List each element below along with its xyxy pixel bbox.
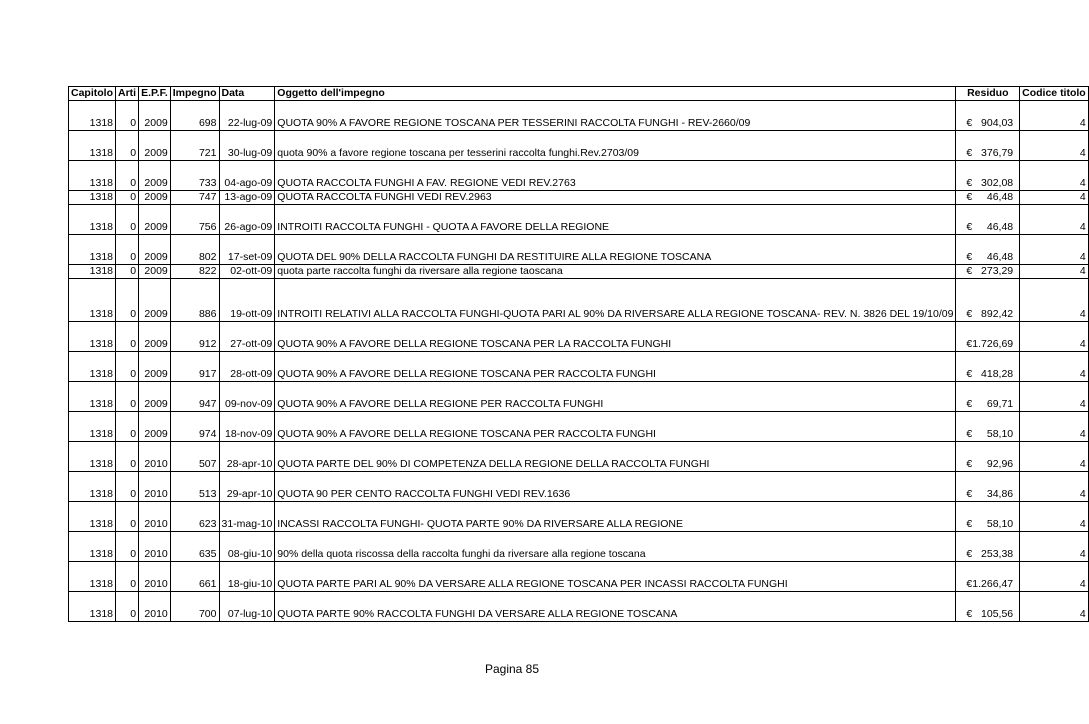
cell-codice-titolo: 4 (1020, 265, 1089, 279)
cell-epf: 2009 (139, 382, 171, 412)
cell-articolo: 0 (116, 101, 139, 131)
cell-articolo: 0 (116, 161, 139, 191)
table-row (69, 382, 1089, 412)
header-oggetto: Oggetto dell'impegno (275, 87, 956, 101)
cell-capitolo: 1318 (69, 265, 116, 279)
cell-capitolo: 1318 (69, 235, 116, 265)
euro-sign: € (966, 177, 973, 189)
cell-epf: 2009 (139, 279, 171, 322)
cell-data: 02-ott-09 (219, 265, 275, 279)
cell-data: 04-ago-09 (219, 161, 275, 191)
cell-residuo (956, 279, 1020, 322)
cell-oggetto: QUOTA RACCOLTA FUNGHI VEDI REV.2963 (275, 191, 956, 205)
cell-impegno: 661 (170, 562, 219, 592)
table-row (69, 412, 1089, 442)
cell-oggetto: INTROITI RACCOLTA FUNGHI - QUOTA A FAVORE DELLA REGIONE (275, 205, 956, 235)
cell-oggetto: QUOTA 90% A FAVORE REGIONE TOSCANA PER TESSERINI RACCOLTA FUNGHI - REV-2660/09 (275, 101, 956, 131)
cell-impegno: 756 (170, 205, 219, 235)
cell-codice-titolo: 4 (1020, 502, 1089, 532)
cell-oggetto: QUOTA DEL 90% DELLA RACCOLTA FUNGHI DA RESTITUIRE ALLA REGIONE TOSCANA (275, 235, 956, 265)
cell-capitolo: 1318 (69, 352, 116, 382)
cell-articolo: 0 (116, 131, 139, 161)
cell-epf: 2009 (139, 265, 171, 279)
cell-data: 18-giu-10 (219, 562, 275, 592)
cell-epf: 2010 (139, 562, 171, 592)
euro-sign: € (966, 117, 973, 129)
cell-oggetto: 90% della quota riscossa della raccolta funghi da riversare alla regione toscana (275, 532, 956, 562)
euro-sign: € (966, 308, 973, 320)
cell-epf: 2010 (139, 592, 171, 622)
cell-data: 18-nov-09 (219, 412, 275, 442)
cell-codice-titolo: 4 (1020, 191, 1089, 205)
cell-impegno: 822 (170, 265, 219, 279)
cell-articolo: 0 (116, 592, 139, 622)
cell-codice-titolo: 4 (1020, 592, 1089, 622)
residuo-value: 892,42 (981, 308, 1014, 320)
cell-residuo (956, 592, 1020, 622)
cell-articolo: 0 (116, 322, 139, 352)
cell-epf: 2010 (139, 502, 171, 532)
cell-data: 29-apr-10 (219, 472, 275, 502)
header-residuo: Residuo (956, 87, 1020, 101)
cell-oggetto: quota 90% a favore regione toscana per tesserini raccolta funghi.Rev.2703/09 (275, 131, 956, 161)
residuo-value: 302,08 (981, 177, 1014, 189)
cell-codice-titolo: 4 (1020, 101, 1089, 131)
cell-articolo: 0 (116, 279, 139, 322)
cell-impegno: 700 (170, 592, 219, 622)
cell-data: 31-mag-10 (219, 502, 275, 532)
cell-residuo (956, 265, 1020, 279)
table-row (69, 235, 1089, 265)
header-data: Data (219, 87, 275, 101)
cell-codice-titolo: 4 (1020, 562, 1089, 592)
header-codice-titolo: Codice titolo (1020, 87, 1089, 101)
euro-sign: € (966, 251, 973, 263)
table-row (69, 131, 1089, 161)
cell-capitolo: 1318 (69, 382, 116, 412)
cell-data: 27-ott-09 (219, 322, 275, 352)
table-row (69, 502, 1089, 532)
cell-impegno: 635 (170, 532, 219, 562)
residuo-value: 46,48 (986, 251, 1014, 263)
cell-capitolo: 1318 (69, 442, 116, 472)
cell-impegno: 747 (170, 191, 219, 205)
table-row (69, 101, 1089, 131)
cell-capitolo: 1318 (69, 161, 116, 191)
residuo-value: 58,10 (986, 518, 1014, 530)
cell-epf: 2009 (139, 235, 171, 265)
cell-data: 28-apr-10 (219, 442, 275, 472)
cell-codice-titolo: 4 (1020, 382, 1089, 412)
cell-epf: 2009 (139, 191, 171, 205)
residuo-value: 58,10 (986, 428, 1014, 440)
cell-oggetto: QUOTA 90% A FAVORE DELLA REGIONE TOSCANA PER RACCOLTA FUNGHI (275, 352, 956, 382)
residuo-value: 69,71 (986, 398, 1014, 410)
cell-residuo (956, 205, 1020, 235)
table-row (69, 322, 1089, 352)
cell-residuo (956, 101, 1020, 131)
cell-articolo: 0 (116, 191, 139, 205)
euro-sign: € (966, 608, 973, 620)
table-row (69, 265, 1089, 279)
cell-impegno: 507 (170, 442, 219, 472)
cell-impegno: 513 (170, 472, 219, 502)
cell-residuo (956, 131, 1020, 161)
cell-residuo (956, 442, 1020, 472)
cell-oggetto: QUOTA 90% A FAVORE DELLA REGIONE PER RACCOLTA FUNGHI (275, 382, 956, 412)
table-row (69, 352, 1089, 382)
cell-impegno: 886 (170, 279, 219, 322)
cell-residuo (956, 472, 1020, 502)
cell-epf: 2009 (139, 101, 171, 131)
cell-impegno: 974 (170, 412, 219, 442)
cell-oggetto: QUOTA PARTE 90% RACCOLTA FUNGHI DA VERSARE ALLA REGIONE TOSCANA (275, 592, 956, 622)
header-epf: E.P.F. (139, 87, 171, 101)
residuo-value: 273,29 (981, 265, 1014, 277)
cell-impegno: 912 (170, 322, 219, 352)
euro-sign: € (966, 548, 973, 560)
euro-sign: € (966, 428, 973, 440)
cell-data: 26-ago-09 (219, 205, 275, 235)
cell-impegno: 698 (170, 101, 219, 131)
cell-epf: 2010 (139, 532, 171, 562)
cell-codice-titolo: 4 (1020, 472, 1089, 502)
page-number: Pagina 85 (484, 662, 540, 676)
residuo-value: 904,03 (981, 117, 1014, 129)
cell-oggetto: INTROITI RELATIVI ALLA RACCOLTA FUNGHI-QUOTA PARI AL 90% DA RIVERSARE ALLA REGIONE TOSCANA- REV. N. 3826 DEL 19/10/09 (275, 279, 956, 322)
cell-epf: 2010 (139, 472, 171, 502)
cell-codice-titolo: 4 (1020, 205, 1089, 235)
euro-sign: € (966, 338, 973, 350)
cell-articolo: 0 (116, 472, 139, 502)
cell-capitolo: 1318 (69, 532, 116, 562)
cell-residuo (956, 382, 1020, 412)
cell-oggetto: QUOTA 90% A FAVORE DELLA REGIONE TOSCANA PER RACCOLTA FUNGHI (275, 412, 956, 442)
cell-data: 28-ott-09 (219, 352, 275, 382)
impegni-table (68, 86, 1089, 622)
cell-codice-titolo: 4 (1020, 131, 1089, 161)
cell-articolo: 0 (116, 352, 139, 382)
residuo-value: 1.266,47 (972, 578, 1014, 590)
table-row (69, 472, 1089, 502)
cell-codice-titolo: 4 (1020, 322, 1089, 352)
cell-residuo (956, 502, 1020, 532)
cell-articolo: 0 (116, 382, 139, 412)
cell-capitolo: 1318 (69, 472, 116, 502)
cell-residuo (956, 562, 1020, 592)
table-row (69, 532, 1089, 562)
cell-articolo: 0 (116, 502, 139, 532)
cell-oggetto: QUOTA 90 PER CENTO RACCOLTA FUNGHI VEDI REV.1636 (275, 472, 956, 502)
cell-epf: 2009 (139, 352, 171, 382)
cell-residuo (956, 235, 1020, 265)
residuo-value: 105,56 (981, 608, 1014, 620)
cell-capitolo: 1318 (69, 101, 116, 131)
cell-residuo (956, 322, 1020, 352)
cell-residuo (956, 412, 1020, 442)
header-capitolo: Capitolo (69, 87, 116, 101)
cell-residuo (956, 191, 1020, 205)
euro-sign: € (966, 488, 973, 500)
residuo-value: 253,38 (981, 548, 1014, 560)
cell-codice-titolo: 4 (1020, 442, 1089, 472)
cell-articolo: 0 (116, 562, 139, 592)
cell-epf: 2009 (139, 412, 171, 442)
residuo-value: 46,48 (986, 191, 1014, 203)
cell-codice-titolo: 4 (1020, 235, 1089, 265)
cell-codice-titolo: 4 (1020, 412, 1089, 442)
cell-articolo: 0 (116, 265, 139, 279)
cell-capitolo: 1318 (69, 562, 116, 592)
cell-oggetto: QUOTA 90% A FAVORE DELLA REGIONE TOSCANA PER LA RACCOLTA FUNGHI (275, 322, 956, 352)
cell-capitolo: 1318 (69, 322, 116, 352)
cell-articolo: 0 (116, 442, 139, 472)
cell-data: 19-ott-09 (219, 279, 275, 322)
cell-impegno: 917 (170, 352, 219, 382)
cell-capitolo: 1318 (69, 191, 116, 205)
cell-epf: 2010 (139, 442, 171, 472)
residuo-value: 92,96 (986, 458, 1014, 470)
cell-impegno: 733 (170, 161, 219, 191)
cell-data: 17-set-09 (219, 235, 275, 265)
residuo-value: 34,86 (986, 488, 1014, 500)
cell-epf: 2009 (139, 205, 171, 235)
cell-data: 22-lug-09 (219, 101, 275, 131)
cell-data: 30-lug-09 (219, 131, 275, 161)
cell-impegno: 947 (170, 382, 219, 412)
cell-oggetto: QUOTA RACCOLTA FUNGHI A FAV. REGIONE VEDI REV.2763 (275, 161, 956, 191)
cell-epf: 2009 (139, 131, 171, 161)
euro-sign: € (966, 398, 973, 410)
euro-sign: € (966, 265, 973, 277)
euro-sign: € (966, 518, 973, 530)
header-articolo: Arti (116, 87, 139, 101)
cell-oggetto: quota parte raccolta funghi da riversare alla regione taoscana (275, 265, 956, 279)
header-impegno: Impegno (170, 87, 219, 101)
residuo-value: 418,28 (981, 368, 1014, 380)
residuo-value: 46,48 (986, 221, 1014, 233)
cell-residuo (956, 161, 1020, 191)
euro-sign: € (966, 221, 973, 233)
euro-sign: € (966, 147, 973, 159)
cell-articolo: 0 (116, 235, 139, 265)
euro-sign: € (966, 578, 973, 590)
cell-data: 07-lug-10 (219, 592, 275, 622)
table-row (69, 161, 1089, 191)
euro-sign: € (966, 458, 973, 470)
cell-articolo: 0 (116, 412, 139, 442)
cell-data: 08-giu-10 (219, 532, 275, 562)
cell-codice-titolo: 4 (1020, 352, 1089, 382)
cell-codice-titolo: 4 (1020, 161, 1089, 191)
cell-oggetto: QUOTA PARTE DEL 90% DI COMPETENZA DELLA REGIONE DELLA RACCOLTA FUNGHI (275, 442, 956, 472)
table-row (69, 562, 1089, 592)
cell-epf: 2009 (139, 161, 171, 191)
table-row (69, 592, 1089, 622)
cell-capitolo: 1318 (69, 279, 116, 322)
cell-codice-titolo: 4 (1020, 532, 1089, 562)
residuo-value: 1.726,69 (972, 338, 1014, 350)
cell-impegno: 721 (170, 131, 219, 161)
cell-impegno: 802 (170, 235, 219, 265)
cell-residuo (956, 532, 1020, 562)
cell-capitolo: 1318 (69, 592, 116, 622)
table-row (69, 191, 1089, 205)
euro-sign: € (966, 368, 973, 380)
cell-capitolo: 1318 (69, 131, 116, 161)
cell-impegno: 623 (170, 502, 219, 532)
cell-articolo: 0 (116, 532, 139, 562)
cell-data: 13-ago-09 (219, 191, 275, 205)
cell-residuo (956, 352, 1020, 382)
cell-epf: 2009 (139, 322, 171, 352)
table-row (69, 205, 1089, 235)
cell-oggetto: INCASSI RACCOLTA FUNGHI- QUOTA PARTE 90% DA RIVERSARE ALLA REGIONE (275, 502, 956, 532)
euro-sign: € (966, 191, 973, 203)
cell-capitolo: 1318 (69, 205, 116, 235)
table-row (69, 279, 1089, 322)
cell-data: 09-nov-09 (219, 382, 275, 412)
cell-articolo: 0 (116, 205, 139, 235)
cell-capitolo: 1318 (69, 412, 116, 442)
cell-oggetto: QUOTA PARTE PARI AL 90% DA VERSARE ALLA REGIONE TOSCANA PER INCASSI RACCOLTA FUNGHI (275, 562, 956, 592)
cell-capitolo: 1318 (69, 502, 116, 532)
cell-codice-titolo: 4 (1020, 279, 1089, 322)
header-row (69, 87, 1089, 101)
residuo-value: 376,79 (981, 147, 1014, 159)
table-row (69, 442, 1089, 472)
